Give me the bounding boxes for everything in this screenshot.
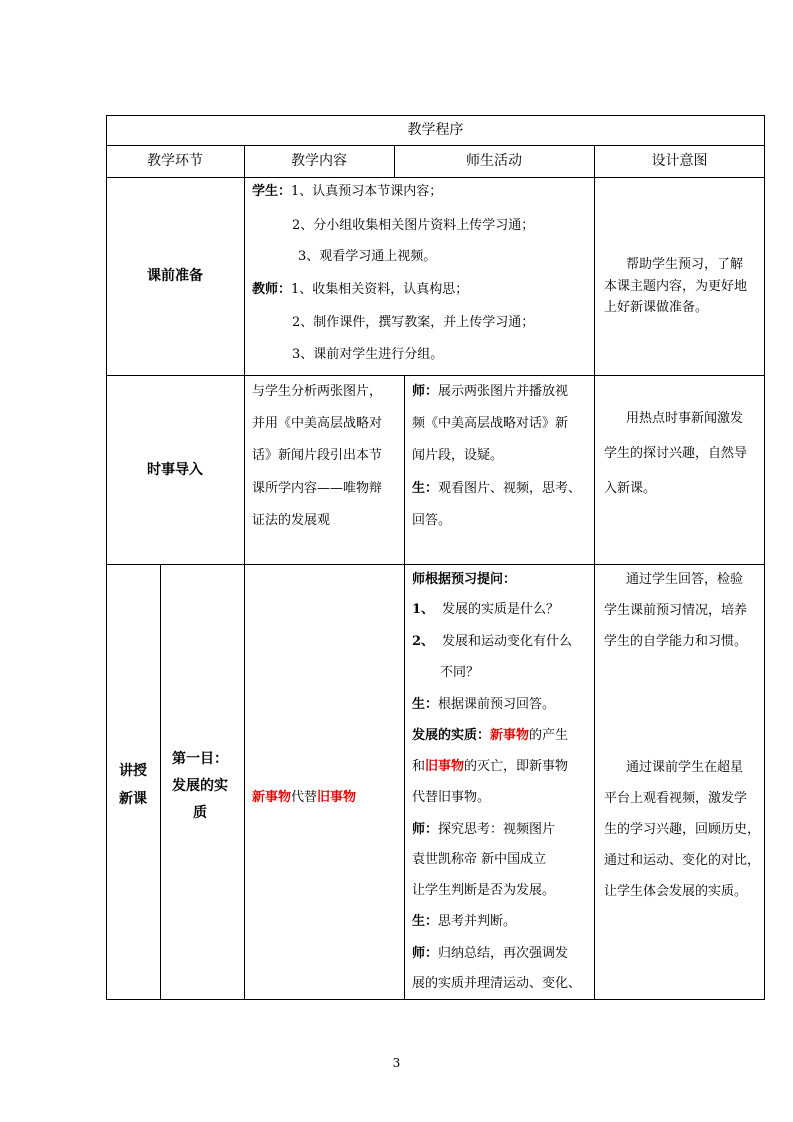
prep-line: 3、观看学习通上视频。 [298,249,437,264]
prep-line: 学生：1、认真预习本节课内容； [252,184,443,199]
intro-intent: 用热点时事新闻激发 学生的探讨兴趣，自然导 入新课。 [604,411,748,496]
table-border-right [764,115,765,1000]
intro-activity: 师：展示两张图片并播放视 频《中美高层战略对话》新 闻片段，设疑。 生：观看图片、视频，思考、 回答。 [412,384,582,528]
prep-intent: 帮助学生预习，了解 本课主题内容，为更好地 上好新课做准备。 [604,257,748,315]
col-divider-1 [244,145,245,1000]
prep-line: 2、制作课件，撰写教案，并上传学习通； [292,315,535,330]
page-number: 3 [392,1056,401,1070]
header-intent: 设计意图 [651,153,708,169]
lecture-activity: 师根据预习提问： 1、 发展的实质是什么？ 2、 发展和运动变化有什么 不同？ 生：根据课前预习回答。 发展的实质：新事物的产生 和旧事物的灭亡，即新事物 代替旧事物。 师：探究思考：视频图片 袁世凯称帝 新中国成立 让学生判断是否为发展。 生：思考并判断。 师：归纳总结，再次强调发 展的实质并理清运动、变化、 [412,572,582,991]
lecture-section: 第一目： 发展的实 质 [172,751,228,821]
prep-stage: 课前准备 [147,268,203,284]
prep-content [246,177,594,375]
prep-line: 3、课前对学生进行分组。 [292,347,444,362]
table-title: 教学程序 [407,122,464,138]
prep-line: 2、分小组收集相关图片资料上传学习通； [292,218,535,233]
intro-content: 与学生分析两张图片， 并用《中美高层战略对 话》新闻片段引出本节 课所学内容——唯物辩 证法的发展观 [252,384,383,528]
header-stage: 教学环节 [147,153,203,169]
lesson-plan-table [106,115,765,1000]
col-divider-2 [594,145,595,1000]
table-border-bottom [106,999,765,1000]
lecture-stage: 讲授 新课 [119,763,147,807]
intro-stage: 时事导入 [147,461,203,478]
col-divider-3-lecture [404,564,405,1000]
lecture-intent: 通过学生回答，检验 学生课前预习情况，培养 学生的自学能力和习惯。 通过课前学生在超星 平台上观看视频，激发学 生的学习兴趣，回顾历史， 通过和运动、变化的对比， 让学生体会发展的实质。 [604,572,761,899]
header-content: 教学内容 [291,153,347,169]
header-activity: 师生活动 [466,153,522,169]
lecture-content: 新事物代替旧事物 [252,790,357,805]
prep-line: 教师：1、收集相关资料，认真构思； [252,282,469,297]
col-divider-3-intro [404,375,405,564]
